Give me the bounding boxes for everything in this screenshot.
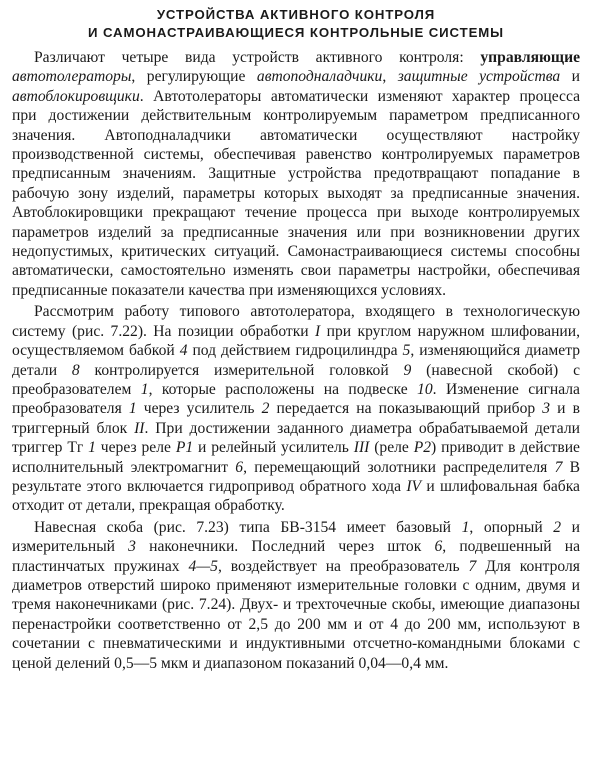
item-reference: 6 bbox=[434, 538, 443, 556]
paragraph-text: контролируется измерительной головкой bbox=[79, 361, 404, 379]
paragraph-text: В результате этого включается гидропривод обратного хода bbox=[12, 458, 581, 495]
item-reference: II bbox=[134, 419, 145, 437]
item-reference: 7 bbox=[554, 458, 563, 476]
item-reference: 4 bbox=[179, 342, 188, 360]
section-heading-line-2: И САМОНАСТРАИВАЮЩИЕСЯ КОНТРОЛЬНЫЕ СИСТЕМЫ bbox=[88, 25, 504, 40]
paragraph-text: и bbox=[560, 68, 581, 86]
paragraph-text: Для контроля диаметров отверстий широко применяют измерительные головки с одним, двумя и тремя наконечниками (рис. 7.24). Двух- и трехточечные скобы, имеющие диапазоны перенастройки соответственно от 2,5 до 200 мм и от 4 до 200 мм, используют в сочетании с пневматическими и индуктивными отсчетно-командными блоками с ценой делений 0,5—5 мкм и диапазоном показаний 0,04—0,4 мм. bbox=[12, 557, 580, 672]
paragraph-text: , перемещающий золотники распределителя bbox=[243, 458, 555, 476]
item-reference: 5 bbox=[402, 342, 411, 360]
item-reference: P2 bbox=[413, 439, 432, 457]
item-reference: P1 bbox=[175, 439, 194, 457]
paragraph-text: и шлифовальная бабка отходит от детали, прекращая обработку. bbox=[12, 477, 580, 515]
item-reference: 1 bbox=[88, 439, 96, 457]
paragraph-text: ) приводит в действие исполнительный электромагнит bbox=[12, 439, 580, 476]
item-reference: 7 bbox=[468, 557, 477, 575]
paragraph-text: , изменяющийся диаметр детали bbox=[12, 342, 580, 379]
paragraph-text: . Автотолераторы автоматически изменяют характер процесса при достижении действительным контролируемым параметром предписанного значения. Автоподналадчики автоматически осуществляют настройку производственной системы, обеспечивая равенство контролируемых параметров предписанным значениям. Защитные устройства предотвращают попадание в рабочую зону изделий, параметры которых выходят за предписанные значения. Автоблокировщики прекращают течение процесса при выходе контролируемых параметров изделий за предписанные значения или при возникновении других недопустимых, критических ситуаций. Самонастраивающиеся системы способны автоматически, самостоятельно изменять свои параметры настройки, обеспечивая предписанные показатели качества при изменяющихся условиях. bbox=[12, 87, 580, 299]
section-heading-line-1: УСТРОЙСТВА АКТИВНОГО КОНТРОЛЯ bbox=[156, 7, 436, 22]
paragraph-text: передается на показывающий прибор bbox=[269, 400, 543, 418]
item-reference: 1 bbox=[128, 400, 137, 418]
paragraph-text: Навесная скоба (рис. 7.23) типа БВ-3154 имеет базовый bbox=[34, 518, 462, 536]
item-reference: 3 bbox=[542, 400, 551, 418]
paragraph-text: и измерительный bbox=[12, 518, 581, 556]
paragraph-text: под действием гидроцилиндра bbox=[187, 342, 403, 360]
paragraph-text: , которые расположены на подвеске bbox=[148, 380, 418, 398]
item-reference: III bbox=[353, 439, 370, 457]
item-reference: 1 bbox=[140, 380, 149, 398]
paragraph-text: наконечники. Последний через шток bbox=[135, 538, 435, 556]
item-reference: 4—5 bbox=[188, 557, 218, 575]
term-autotolerators: автотолераторы bbox=[12, 68, 132, 86]
paragraph-gauge-description bbox=[12, 518, 580, 673]
paragraph-text: , bbox=[382, 68, 398, 86]
paragraph-text: Рассмотрим работу типового автотолератора, входящего в технологическую систему (рис. 7.22). На позиции обработки bbox=[12, 303, 580, 340]
term-protective-devices: защитные устройства bbox=[397, 68, 561, 86]
paragraph-text: , опорный bbox=[469, 518, 554, 536]
paragraph-text: . Изменение сигнала преобразователя bbox=[12, 380, 580, 418]
paragraph-text: , подвешенный на пластинчатых пружинах bbox=[12, 538, 580, 575]
paragraph-text: и в триггерный блок bbox=[12, 400, 580, 437]
item-reference: 8 bbox=[71, 361, 80, 379]
item-reference: 3 bbox=[128, 538, 136, 556]
item-reference: 2 bbox=[553, 518, 562, 536]
paragraph-text: (навесной скобой) с преобразователем bbox=[12, 361, 580, 398]
paragraph-autotolerator-operation bbox=[12, 302, 580, 515]
item-reference: 9 bbox=[403, 361, 412, 379]
paragraph-text: при круглом наружном шлифовании, осуществляемом бабкой bbox=[12, 322, 580, 360]
paragraph-text: Различают четыре вида устройств активного контроля: bbox=[34, 49, 481, 66]
item-reference: 6 bbox=[235, 458, 244, 476]
paragraph-text: и релейный усилитель bbox=[193, 439, 354, 457]
paragraph-text: через усилитель bbox=[136, 400, 262, 418]
paragraph-text: (реле bbox=[369, 439, 414, 457]
paragraph-text: , воздействует на преобразователь bbox=[217, 557, 469, 575]
item-reference: 2 bbox=[261, 400, 270, 418]
term-control-devices: управляющие bbox=[480, 49, 580, 66]
section-heading bbox=[12, 6, 580, 42]
paragraph-text: . При достижении заданного диаметра обрабатываемой детали триггер Тг bbox=[12, 419, 580, 457]
paragraph-device-types bbox=[12, 48, 580, 300]
item-reference: I bbox=[315, 322, 321, 340]
term-autoadjusters: автоподналадчики bbox=[256, 68, 383, 86]
item-reference: 1 bbox=[461, 518, 470, 536]
paragraph-text: через реле bbox=[95, 439, 176, 457]
item-reference: 10 bbox=[417, 380, 433, 398]
term-autoblockers: автоблокировщики bbox=[12, 87, 140, 105]
item-reference: IV bbox=[406, 477, 422, 495]
paragraph-text: , регулирующие bbox=[131, 68, 257, 86]
